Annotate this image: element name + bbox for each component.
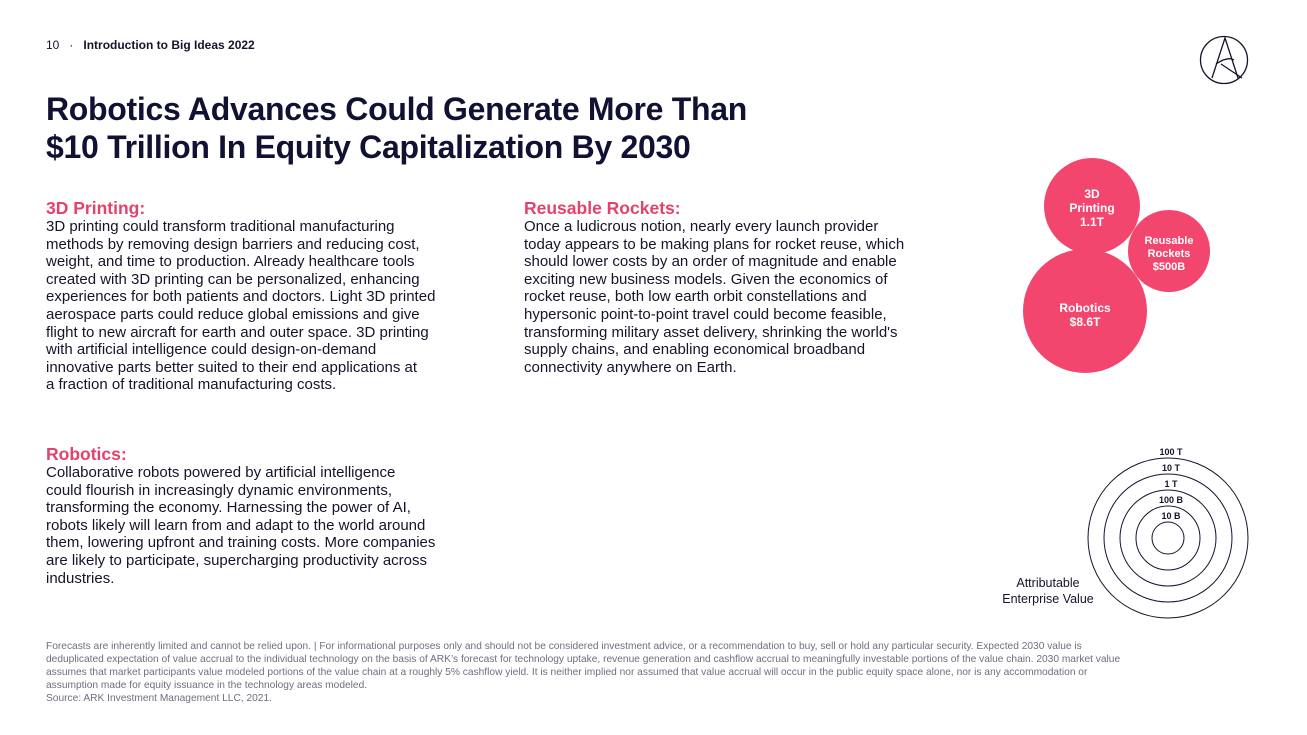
footer-line: deduplicated expectation of value accrual to the individual technology on the basis of ARK’s forecast for technology uptake, revenue generation and cashflow accrual to meaningfully investable portions of the value chain. 2030 market value <box>46 653 1121 665</box>
bubble-3d-printing <box>1044 158 1140 254</box>
header-separator: · <box>69 38 74 52</box>
footer-line: assumption made for equity issuance in the technology areas modeled. <box>46 679 368 691</box>
page-number: 10 <box>46 38 60 52</box>
legend-ring-label: 10 B <box>1161 511 1181 521</box>
body-line: hypersonic point-to-point travel could become feasible, <box>524 305 887 323</box>
body-line: with artificial intelligence could design-on-demand <box>46 341 377 359</box>
page-title <box>46 90 806 166</box>
bubble-value: $500B <box>1152 261 1186 273</box>
body-line: rocket reuse, both low earth orbit constellations and <box>524 288 867 306</box>
legend-caption-line: Attributable <box>1016 576 1080 590</box>
legend-ring-label: 10 T <box>1161 463 1181 473</box>
body-line: exciting new business models. Given the economics of <box>524 270 888 288</box>
size-legend <box>1080 440 1256 624</box>
section-3d-printing <box>46 198 476 394</box>
bubble-label: Robotics <box>1059 301 1111 315</box>
bubble-label: 3D <box>1084 187 1100 201</box>
body-line: industries. <box>46 569 115 587</box>
legend-ring-label: 100 B <box>1158 495 1184 505</box>
body-line: weight, and time to production. Already healthcare tools <box>46 253 415 271</box>
bubble-chart <box>1010 150 1210 380</box>
title-line: $10 Trillion In Equity Capitalization By 2030 <box>46 129 691 165</box>
body-line: them, lowering upfront and training costs. More companies <box>46 534 436 552</box>
body-line: transforming military asset delivery, shrinking the world's <box>524 323 898 341</box>
bubble-label: Reusable <box>1144 235 1194 247</box>
body-line: flight to new aircraft for earth and outer space. 3D printing <box>46 323 429 341</box>
body-line: Once a ludicrous notion, nearly every launch provider <box>524 218 879 235</box>
body-line: Collaborative robots powered by artificial intelligence <box>46 464 396 481</box>
section-robotics <box>46 444 476 587</box>
section-reusable-rockets <box>524 198 954 376</box>
page-header <box>46 38 255 52</box>
legend-caption-line: Enterprise Value <box>1002 591 1094 606</box>
body-line: innovative parts better suited to their end applications at <box>46 358 418 376</box>
body-line: robots likely will learn from and adapt to the world around <box>46 516 426 534</box>
body-line: created with 3D printing can be personalized, enhancing <box>46 270 420 288</box>
section-body <box>46 218 476 394</box>
legend-caption <box>990 576 1106 607</box>
section-title: Introduction to Big Ideas 2022 <box>83 38 255 52</box>
legend-ring-10t <box>1104 474 1232 602</box>
body-line: transforming the economy. Harnessing the power of AI, <box>46 499 411 517</box>
section-body <box>46 464 476 587</box>
body-line: methods by removing design barriers and reducing cost, <box>46 235 420 253</box>
bubble-reusable-rockets <box>1128 210 1210 292</box>
section-heading: 3D Printing: <box>46 198 146 218</box>
body-line: could flourish in increasingly dynamic environments, <box>46 481 392 499</box>
body-line: a fraction of traditional manufacturing costs. <box>46 376 337 394</box>
bubble-value: $8.6T <box>1069 315 1101 329</box>
section-heading: Robotics: <box>46 444 127 464</box>
bubble-label: Printing <box>1069 201 1115 215</box>
title-line: Robotics Advances Could Generate More Than <box>46 91 748 127</box>
legend-ring-label: 100 T <box>1159 447 1183 457</box>
body-line: 3D printing could transform traditional manufacturing <box>46 218 395 235</box>
ark-logo <box>1198 34 1250 86</box>
disclaimer-footer <box>46 641 1256 706</box>
body-line: aerospace parts could reduce global emissions and give <box>46 305 420 323</box>
legend-ring-10b <box>1152 522 1184 554</box>
body-line: connectivity anywhere on Earth. <box>524 358 737 376</box>
bubble-label: Rockets <box>1147 248 1191 260</box>
body-line: are likely to participate, supercharging productivity across <box>46 551 428 569</box>
footer-line: assumes that market participants value modeled portions of the value chain at a roughly 5% cashflow yield. It is neither implied nor assumed that value accrual will occur in the public equity space alone, nor is any accommodation or <box>46 666 1088 678</box>
section-body <box>524 218 954 376</box>
bubble-robotics <box>1023 249 1147 373</box>
section-heading: Reusable Rockets: <box>524 198 681 218</box>
body-line: experiences for both patients and doctors. Light 3D printed <box>46 288 436 306</box>
footer-line: Forecasts are inherently limited and cannot be relied upon. | For informational purposes only and should not be considered investment advice, or a recommendation to buy, sell or hold any particular security. Expected 2030 value is <box>46 641 1082 652</box>
ark-monogram-icon <box>1198 34 1250 86</box>
body-line: today appears to be making plans for rocket reuse, which <box>524 235 905 253</box>
body-line: supply chains, and enabling economical broadband <box>524 341 866 359</box>
bubble-value: 1.1T <box>1079 215 1105 229</box>
legend-ring-label: 1 T <box>1164 479 1178 489</box>
source-note: Source: ARK Investment Management LLC, 2021. <box>46 692 272 704</box>
body-line: should lower costs by an order of magnitude and enable <box>524 253 897 271</box>
